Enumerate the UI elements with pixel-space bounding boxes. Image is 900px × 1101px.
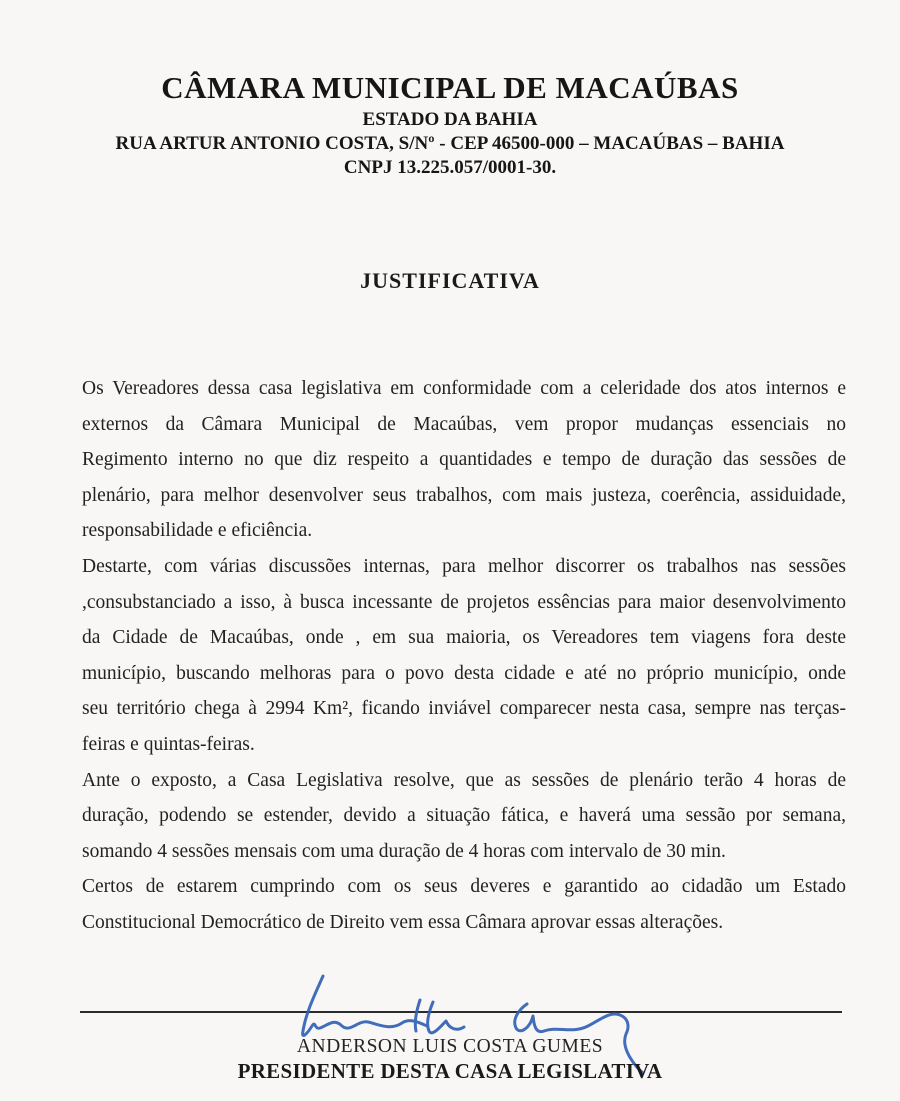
- body-line: Regimento interno no que diz respeito a quantidades e tempo de duração das sessões de: [82, 449, 846, 471]
- body-line: feiras e quintas-feiras.: [82, 733, 255, 755]
- document-body: [82, 371, 846, 941]
- signature-line: [80, 1011, 842, 1013]
- letterhead: [0, 68, 900, 180]
- signatory-name: ANDERSON LUIS COSTA GUMES: [296, 1036, 604, 1057]
- organization-name: CÂMARA MUNICIPAL DE MACAÚBAS: [161, 70, 739, 105]
- body-line: da Cidade de Macaúbas, onde , em sua maioria, os Vereadores tem viagens fora deste: [82, 627, 846, 649]
- body-line: Certos de estarem cumprindo com os seus deveres e garantido ao cidadão um Estado: [82, 876, 846, 898]
- address-line: RUA ARTUR ANTONIO COSTA, S/Nº - CEP 46500-000 – MACAÚBAS – BAHIA: [115, 133, 785, 154]
- body-line: responsabilidade e eficiência.: [82, 520, 313, 542]
- body-line: externos da Câmara Municipal de Macaúbas, vem propor mudanças essenciais no: [82, 413, 846, 435]
- document-title: JUSTIFICATIVA: [360, 268, 540, 293]
- body-line: Constitucional Democrático de Direito vem essa Câmara aprovar essas alterações.: [82, 911, 724, 933]
- body-line: plenário, para melhor desenvolver seus trabalhos, com mais justeza, coerência, assiduidade,: [82, 484, 846, 506]
- body-line: somando 4 sessões mensais com uma duração de 4 horas com intervalo de 30 min.: [82, 840, 726, 862]
- body-line: duração, podendo se estender, devido a situação fática, e haverá uma sessão por semana,: [82, 805, 846, 827]
- body-line: ,consubstanciado a isso, à busca incessante de projetos essências para maior desenvolvimento: [82, 591, 846, 613]
- body-line: Os Vereadores dessa casa legislativa em conformidade com a celeridade dos atos internos e: [82, 378, 846, 399]
- body-line: Ante o exposto, a Casa Legislativa resolve, que as sessões de plenário terão 4 horas de: [82, 769, 846, 791]
- body-line: seu território chega à 2994 Km², ficando inviável comparecer nesta casa, sempre nas terças-: [82, 698, 846, 720]
- body-line: Destarte, com várias discussões internas, para melhor discorrer os trabalhos nas sessões: [82, 555, 846, 577]
- signatory-role: PRESIDENTE DESTA CASA LEGISLATIVA: [237, 1059, 663, 1083]
- body-line: município, buscando melhoras para o povo desta cidade e até no próprio município, onde: [82, 662, 846, 684]
- state-line: ESTADO DA BAHIA: [362, 109, 538, 130]
- cnpj-line: CNPJ 13.225.057/0001-30.: [343, 157, 557, 178]
